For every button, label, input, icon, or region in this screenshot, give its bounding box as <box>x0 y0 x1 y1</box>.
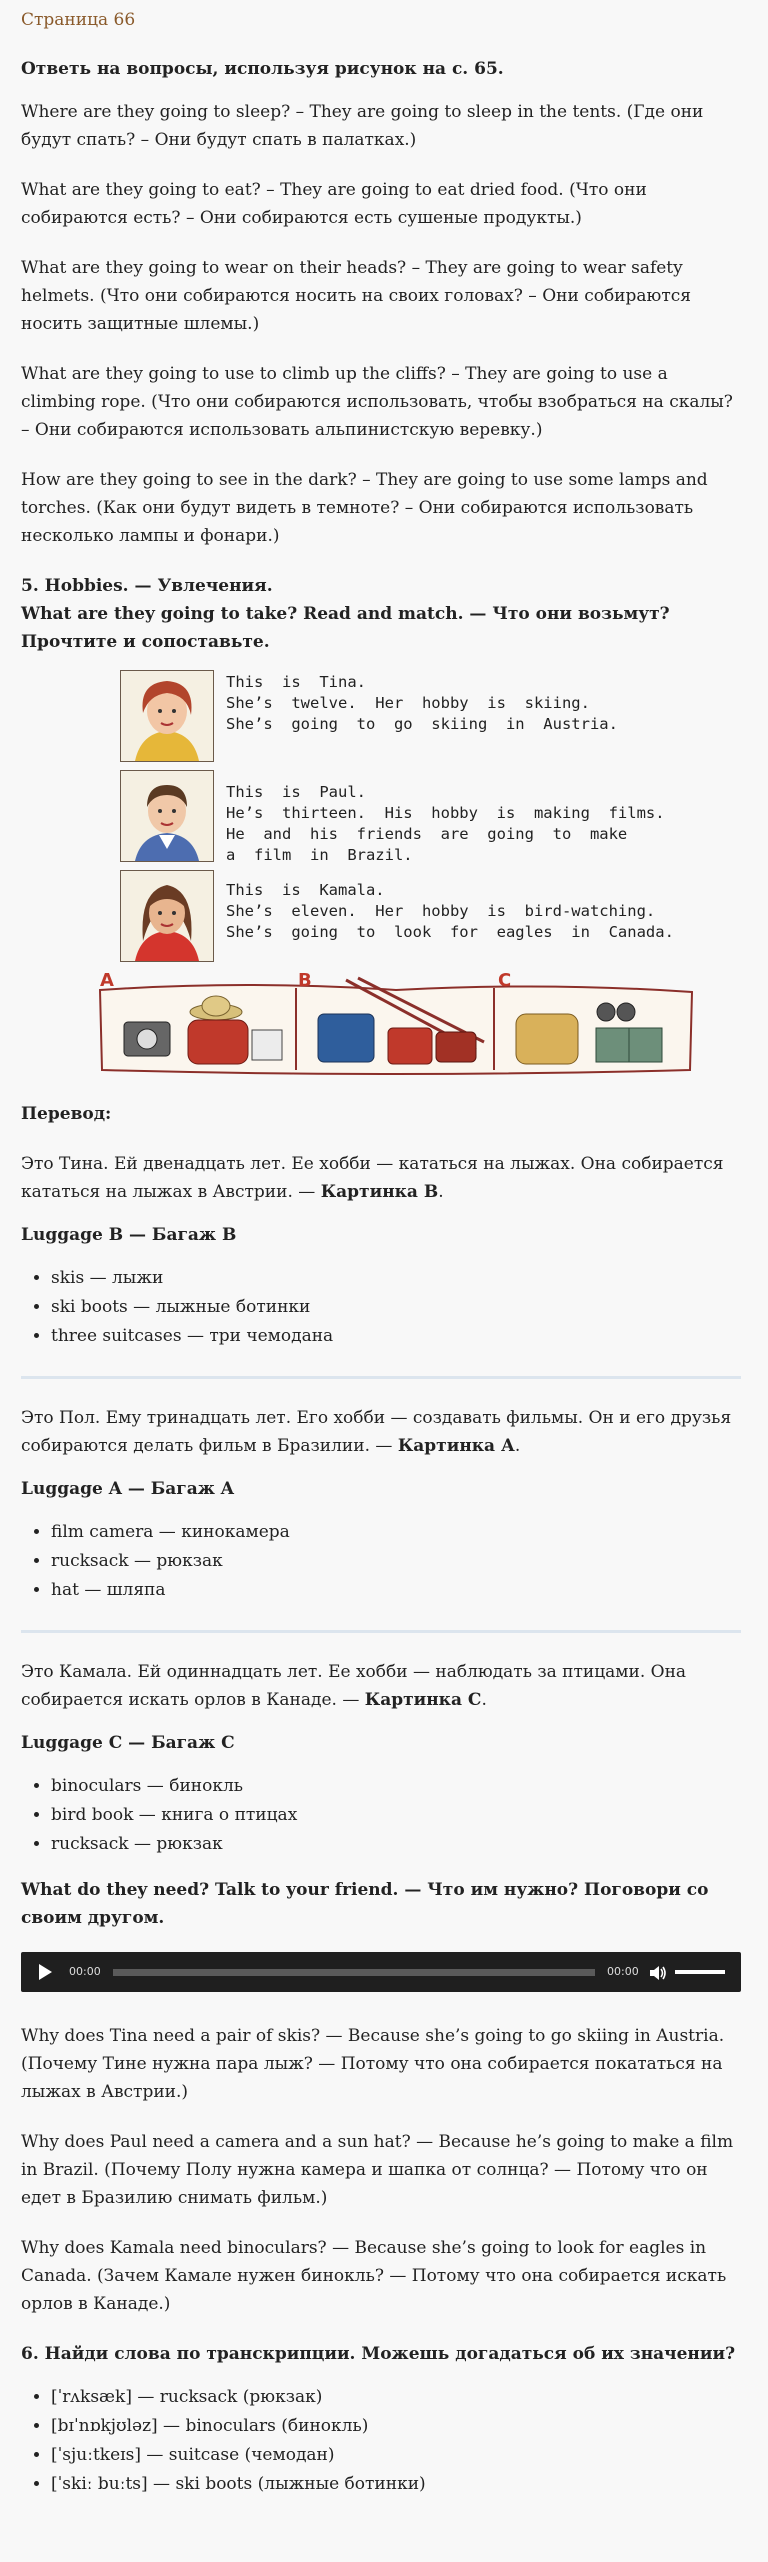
translation-label: Перевод: <box>21 1104 112 1124</box>
list-item: • hat — шляпа <box>51 1576 741 1605</box>
tina-caption: This is Tina. She’s twelve. Her hobby is skiing. She’s going to go skiing in Austria. <box>226 673 618 733</box>
list-item: • [ˈrʌksæk] — rucksack (рюкзак) <box>51 2383 741 2412</box>
luggage-heading-b: Luggage B — Багаж B <box>21 1225 237 1245</box>
list-item: • [ˈsjuːtkeɪs] — suitcase (чемодан) <box>51 2441 741 2470</box>
hobbies-heading <box>21 572 741 656</box>
need-qa-list <box>21 2022 741 2318</box>
transcription-list <box>21 2383 741 2499</box>
luggage-list-b <box>21 1264 741 1351</box>
tina-portrait <box>120 670 214 762</box>
list-item: • film camera — кинокамера <box>51 1518 741 1547</box>
qa-item: What are they going to eat? – They are going to eat dried food. (Что они собираются есть? – Они собираются есть сушеные продукты.) <box>21 180 647 228</box>
luggage-illustration <box>96 970 696 1080</box>
hobbies-heading-line1: 5. Hobbies. — Увлечения. <box>21 576 273 596</box>
list-item: • binoculars — бинокль <box>51 1772 741 1801</box>
list-item: • rucksack — рюкзак <box>51 1547 741 1576</box>
luggage-heading-a: Luggage A — Багаж A <box>21 1479 234 1499</box>
translation-tina: Это Тина. Ей двенадцать лет. Ее хобби — кататься на лыжах. Она собирается кататься на лыжах в Австрии. — Картинка B. <box>21 1154 724 1202</box>
qa-item: How are they going to see in the dark? – They are going to use some lamps and torches. (Как они будут видеть в темноте? – Они собираются использовать несколько лампы и фонари.) <box>21 470 708 546</box>
play-icon[interactable] <box>39 1964 52 1980</box>
need-heading: What do they need? Talk to your friend. — Что им нужно? Поговори со своим другом. <box>21 1880 709 1928</box>
luggage-list-c <box>21 1772 741 1859</box>
paul-portrait <box>120 770 214 862</box>
page-number-link[interactable]: Страница 66 <box>21 10 136 30</box>
list-item: • three suitcases — три чемодана <box>51 1322 741 1351</box>
qa-item: What are they going to wear on their heads? – They are going to wear safety helmets. (Что они собираются носить на своих головах? – Они собираются носить защитные шлемы.) <box>21 258 691 334</box>
list-item: • rucksack — рюкзак <box>51 1830 741 1859</box>
hobbies-heading-line2: What are they going to take? Read and match. — Что они возьмут? Прочтите и сопоставьте. <box>21 604 670 652</box>
list-item: • ski boots — лыжные ботинки <box>51 1293 741 1322</box>
translation-paul: Это Пол. Ему тринадцать лет. Его хобби — создавать фильмы. Он и его друзья собираются делать фильм в Бразилии. — Картинка А. <box>21 1408 732 1456</box>
qa-item: Where are they going to sleep? – They are going to sleep in the tents. (Где они будут спать? – Они будут спать в палатках.) <box>21 102 704 150</box>
intro-heading: Ответь на вопросы, используя рисунок на с. 65. <box>21 59 504 79</box>
answer-kamala: Картинка С <box>364 1690 482 1710</box>
audio-player <box>21 1952 741 1992</box>
answer-paul: Картинка А <box>397 1436 515 1456</box>
need-qa-item: Why does Paul need a camera and a sun hat? — Because he’s going to make a film in Brazil. (Почему Полу нужна камера и шапка от солнца? — Потому что он едет в Бразилию снимать фильм.) <box>21 2132 734 2208</box>
list-item: • skis — лыжи <box>51 1264 741 1293</box>
transcription-heading: 6. Найди слова по транскрипции. Можешь догадаться об их значении? <box>21 2344 736 2364</box>
audio-duration: 00:00 <box>607 1965 639 1978</box>
audio-progress-track[interactable] <box>113 1969 595 1976</box>
qa-item: What are they going to use to climb up the cliffs? – They are going to use a climbing rope. (Что они собираются использовать, чтобы взобраться на скалы? – Они собираются использовать альпинистскую веревку.) <box>21 364 733 440</box>
qa-list <box>21 98 741 550</box>
section-divider <box>21 1630 741 1633</box>
audio-current-time: 00:00 <box>69 1965 101 1978</box>
hobbies-illustration <box>96 670 696 1082</box>
need-qa-item: Why does Tina need a pair of skis? — Because she’s going to go skiing in Austria. (Почему Тине нужна пара лыж? — Потому что она собирается покататься на лыжах в Австрии.) <box>21 2026 725 2102</box>
need-qa-item: Why does Kamala need binoculars? — Because she’s going to look for eagles in Canada. (Зачем Камале нужен бинокль? — Потому что она собирается искать орлов в Канаде.) <box>21 2238 727 2314</box>
list-item: • [ˈskiː buːts] — ski boots (лыжные ботинки) <box>51 2470 741 2499</box>
luggage-letter-c: C <box>498 970 512 991</box>
kamala-portrait <box>120 870 214 962</box>
answer-tina: Картинка B <box>320 1182 439 1202</box>
paul-caption: This is Paul. He’s thirteen. His hobby is making films. He and his friends are going to make a film in Brazil. <box>226 783 665 864</box>
luggage-list-a <box>21 1518 741 1605</box>
kamala-caption: This is Kamala. She’s eleven. Her hobby is bird-watching. She’s going to look for eagles in Canada. <box>226 881 674 941</box>
section-divider <box>21 1376 741 1379</box>
list-item: • [bɪˈnɒkjʊləz] — binoculars (бинокль) <box>51 2412 741 2441</box>
volume-slider[interactable] <box>675 1970 725 1974</box>
luggage-heading-c: Luggage C — Багаж C <box>21 1733 235 1753</box>
article-content <box>21 0 741 2516</box>
list-item: • bird book — книга о птицах <box>51 1801 741 1830</box>
luggage-letter-a: A <box>100 970 114 991</box>
luggage-letter-b: B <box>298 970 312 991</box>
volume-icon[interactable] <box>649 1964 667 1980</box>
translation-kamala: Это Камала. Ей одиннадцать лет. Ее хобби — наблюдать за птицами. Она собирается искать орлов в Канаде. — Картинка С. <box>21 1662 687 1710</box>
